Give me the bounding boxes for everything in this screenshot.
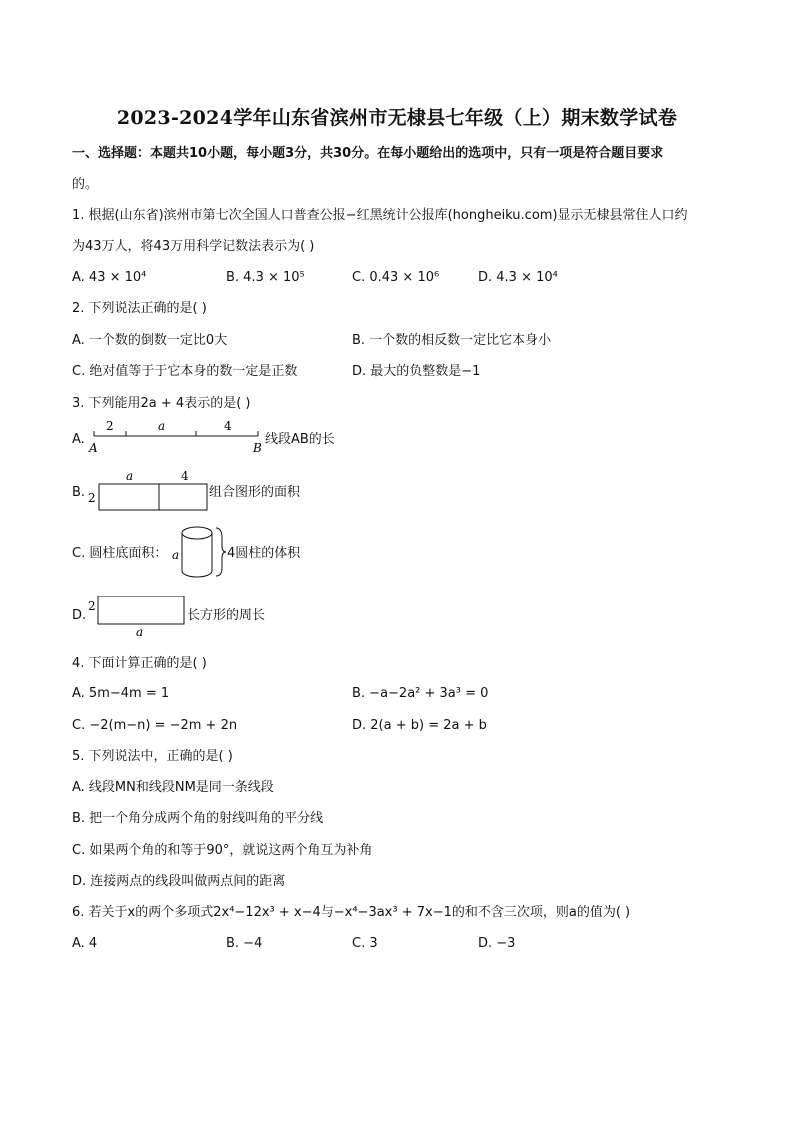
seg1-label: 2 bbox=[106, 419, 114, 433]
q6-option-b: B. −4 bbox=[226, 936, 263, 951]
q3-option-a-prefix: A. bbox=[72, 432, 85, 447]
q5-option-a: A. 线段MN和线段NM是同一条线段 bbox=[72, 780, 274, 795]
q4-option-a: A. 5m−4m = 1 bbox=[72, 686, 170, 701]
q2-option-b: B. 一个数的相反数一定比它本身小 bbox=[352, 333, 552, 348]
combined-rectangle bbox=[99, 484, 207, 510]
q3-option-b-label: 组合图形的面积 bbox=[209, 485, 301, 500]
q2-option-d: D. 最大的负整数是−1 bbox=[352, 364, 481, 379]
q2-option-a: A. 一个数的倒数一定比0大 bbox=[72, 333, 228, 348]
rectangle bbox=[98, 596, 184, 624]
brace-icon bbox=[216, 528, 226, 576]
base-label: a bbox=[172, 548, 180, 562]
q4-option-b: B. −a−2a² + 3a³ = 0 bbox=[352, 686, 489, 701]
cylinder-top bbox=[182, 527, 212, 539]
q3-option-d-label: 长方形的周长 bbox=[187, 608, 266, 623]
side-label: 2 bbox=[88, 599, 96, 613]
point-b-label: B bbox=[253, 441, 262, 455]
page-title: 2023-2024学年山东省滨州市无棣县七年级（上）期末数学试卷 bbox=[116, 107, 678, 129]
q1-option-c: C. 0.43 × 10⁶ bbox=[352, 270, 440, 285]
q6-option-d: D. −3 bbox=[478, 936, 516, 951]
top1-label: a bbox=[126, 469, 134, 483]
q6-option-a: A. 4 bbox=[72, 936, 98, 951]
cylinder-bottom bbox=[182, 571, 212, 577]
q3-option-c-figure bbox=[170, 522, 230, 582]
q2-option-c: C. 绝对值等于于它本身的数一定是正数 bbox=[72, 364, 298, 379]
q5-stem: 5. 下列说法中，正确的是( ) bbox=[72, 749, 233, 764]
q3-option-c-prefix: C. 圆柱底面积： bbox=[72, 546, 168, 561]
q3-stem: 3. 下列能用2a + 4表示的是( ) bbox=[72, 396, 251, 411]
q3-option-a-figure bbox=[86, 418, 266, 456]
q4-option-d: D. 2(a + b) = 2a + b bbox=[352, 718, 487, 733]
q4-option-c: C. −2(m−n) = −2m + 2n bbox=[72, 718, 238, 733]
q6-option-c: C. 3 bbox=[352, 936, 378, 951]
seg3-label: 4 bbox=[224, 419, 232, 433]
q1-stem-line2: 为43万人，将43万用科学记数法表示为( ) bbox=[72, 239, 315, 254]
q1-option-a: A. 43 × 10⁴ bbox=[72, 270, 147, 285]
q2-stem: 2. 下列说法正确的是( ) bbox=[72, 301, 207, 316]
point-a-label: A bbox=[89, 441, 98, 455]
q3-option-b-prefix: B. bbox=[72, 485, 86, 500]
q4-stem: 4. 下面计算正确的是( ) bbox=[72, 656, 207, 671]
top2-label: 4 bbox=[181, 469, 189, 483]
q3-option-d-prefix: D. bbox=[72, 608, 87, 623]
seg2-label: a bbox=[158, 419, 166, 433]
q3-option-a-label: 线段AB的长 bbox=[265, 432, 335, 447]
q5-option-b: B. 把一个角分成两个角的射线叫角的平分线 bbox=[72, 811, 324, 826]
q3-option-d-figure bbox=[86, 596, 188, 640]
q3-option-b-figure bbox=[86, 466, 212, 512]
q5-option-c: C. 如果两个角的和等于90°，就说这两个角互为补角 bbox=[72, 843, 373, 858]
q1-option-d: D. 4.3 × 10⁴ bbox=[478, 270, 558, 285]
q1-option-b: B. 4.3 × 10⁵ bbox=[226, 270, 305, 285]
q6-stem: 6. 若关于x的两个多项式2x⁴−12x³ + x−4与−x⁴−3ax³ + 7x−1的和不含三次项，则a的值为( ) bbox=[72, 905, 631, 920]
q1-stem-line1: 1. 根据(山东省)滨州市第七次全国人口普查公报−红黑统计公报库(hongheiku.com)显示无棣县常住人口约 bbox=[72, 208, 688, 223]
section-instructions-line2: 的。 bbox=[72, 177, 99, 192]
q5-option-d: D. 连接两点的线段叫做两点间的距离 bbox=[72, 874, 286, 889]
bottom-label: a bbox=[136, 625, 144, 639]
q3-option-c-label: 4圆柱的体积 bbox=[227, 546, 301, 561]
side-label: 2 bbox=[88, 491, 96, 505]
section-instructions-line1: 一、选择题：本题共10小题，每小题3分，共30分。在每小题给出的选项中，只有一项是符合题目要求 bbox=[72, 146, 664, 161]
